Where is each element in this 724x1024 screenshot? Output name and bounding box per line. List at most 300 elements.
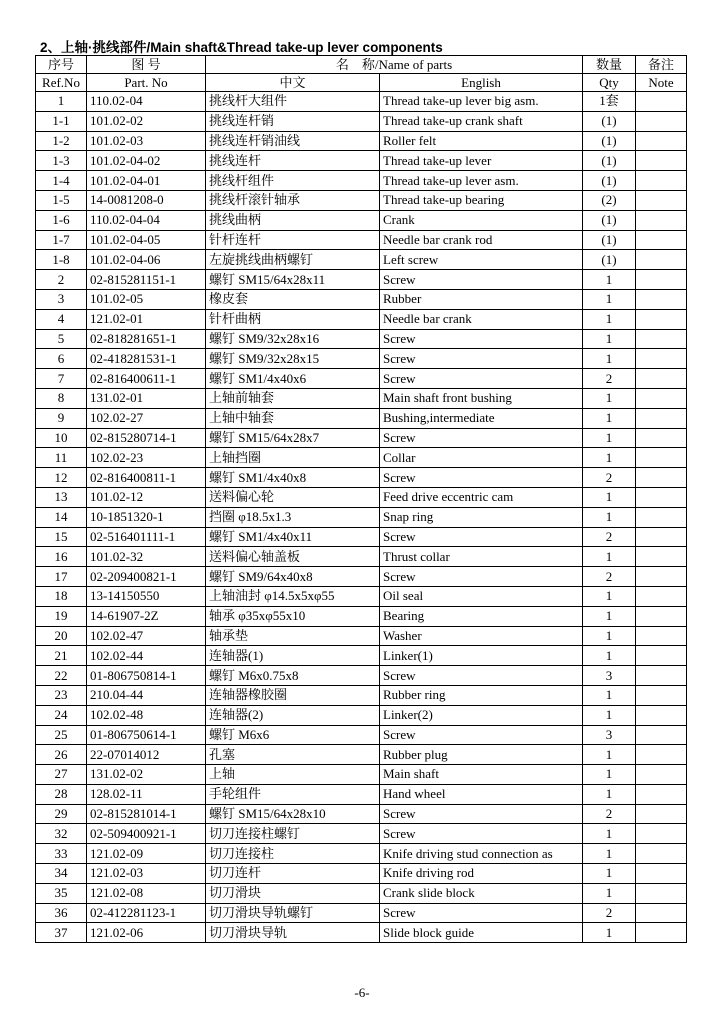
ref-no-cell: 3 [36, 289, 87, 309]
name-cn-cell: 连轴器(1) [206, 646, 380, 666]
name-en-cell: Bearing [380, 606, 583, 626]
name-en-cell: Snap ring [380, 507, 583, 527]
part-no-cell: 10-1851320-1 [87, 507, 206, 527]
name-cn-cell: 切刀滑块导轨螺钉 [206, 903, 380, 923]
qty-cell: 1 [583, 646, 636, 666]
note-cell [636, 309, 687, 329]
part-no-cell: 02-509400921-1 [87, 824, 206, 844]
name-en-cell: Linker(1) [380, 646, 583, 666]
part-no-cell: 101.02-12 [87, 487, 206, 507]
ref-no-cell: 1-1 [36, 111, 87, 131]
name-en-cell: Main shaft front bushing [380, 388, 583, 408]
name-cn-cell: 挡圈 φ18.5x1.3 [206, 507, 380, 527]
name-cn-cell: 螺钉 SM9/32x28x16 [206, 329, 380, 349]
qty-cell: 1 [583, 745, 636, 765]
part-no-cell: 121.02-08 [87, 883, 206, 903]
ref-no-cell: 26 [36, 745, 87, 765]
name-cn-cell: 螺钉 SM15/64x28x7 [206, 428, 380, 448]
name-cn-cell: 螺钉 SM9/64x40x8 [206, 567, 380, 587]
part-no-cell: 121.02-01 [87, 309, 206, 329]
name-en-cell: Screw [380, 527, 583, 547]
part-no-cell: 128.02-11 [87, 784, 206, 804]
part-no-cell: 101.02-03 [87, 131, 206, 151]
ref-no-cell: 29 [36, 804, 87, 824]
note-cell [636, 270, 687, 290]
qty-cell: 1 [583, 844, 636, 864]
name-cn-cell: 上轴 [206, 765, 380, 785]
note-cell [636, 527, 687, 547]
qty-cell: 1 [583, 388, 636, 408]
table-row [36, 804, 687, 824]
ref-no-cell: 5 [36, 329, 87, 349]
qty-cell: 1 [583, 705, 636, 725]
ref-no-cell: 9 [36, 408, 87, 428]
ref-no-cell: 15 [36, 527, 87, 547]
qty-cell: (1) [583, 131, 636, 151]
part-no-cell: 121.02-03 [87, 864, 206, 884]
qty-cell: 2 [583, 468, 636, 488]
ref-no-cell: 25 [36, 725, 87, 745]
qty-cell: 1 [583, 883, 636, 903]
qty-cell: 1 [583, 547, 636, 567]
header-note-en: Note [636, 74, 687, 92]
part-no-cell: 02-412281123-1 [87, 903, 206, 923]
ref-no-cell: 17 [36, 567, 87, 587]
table-row [36, 626, 687, 646]
note-cell [636, 804, 687, 824]
ref-no-cell: 35 [36, 883, 87, 903]
name-en-cell: Linker(2) [380, 705, 583, 725]
table-row [36, 923, 687, 943]
note-cell [636, 210, 687, 230]
part-no-cell: 02-209400821-1 [87, 567, 206, 587]
name-cn-cell: 上轴油封 φ14.5x5xφ55 [206, 586, 380, 606]
ref-no-cell: 21 [36, 646, 87, 666]
ref-no-cell: 10 [36, 428, 87, 448]
name-cn-cell: 挑线杆大组件 [206, 92, 380, 112]
table-row [36, 408, 687, 428]
ref-no-cell: 33 [36, 844, 87, 864]
name-cn-cell: 挑线杆滚针轴承 [206, 190, 380, 210]
table-row [36, 369, 687, 389]
name-en-cell: Thread take-up bearing [380, 190, 583, 210]
note-cell [636, 824, 687, 844]
part-no-cell: 02-815281014-1 [87, 804, 206, 824]
table-row [36, 210, 687, 230]
note-cell [636, 507, 687, 527]
table-row [36, 586, 687, 606]
qty-cell: 1 [583, 270, 636, 290]
name-en-cell: Thread take-up lever [380, 151, 583, 171]
ref-no-cell: 32 [36, 824, 87, 844]
table-row [36, 507, 687, 527]
qty-cell: (1) [583, 210, 636, 230]
ref-no-cell: 14 [36, 507, 87, 527]
name-en-cell: Screw [380, 824, 583, 844]
table-row [36, 289, 687, 309]
table-row [36, 448, 687, 468]
name-cn-cell: 送料偏心轴盖板 [206, 547, 380, 567]
note-cell [636, 844, 687, 864]
part-no-cell: 102.02-44 [87, 646, 206, 666]
note-cell [636, 567, 687, 587]
qty-cell: 1 [583, 606, 636, 626]
note-cell [636, 428, 687, 448]
note-cell [636, 151, 687, 171]
table-row [36, 309, 687, 329]
header-ref-cn: 序号 [36, 56, 87, 74]
name-cn-cell: 挑线连杆销 [206, 111, 380, 131]
table-row [36, 270, 687, 290]
ref-no-cell: 22 [36, 666, 87, 686]
part-no-cell: 101.02-05 [87, 289, 206, 309]
qty-cell: 1 [583, 765, 636, 785]
name-cn-cell: 螺钉 SM1/4x40x6 [206, 369, 380, 389]
table-row [36, 151, 687, 171]
table-row [36, 685, 687, 705]
qty-cell: 2 [583, 527, 636, 547]
name-en-cell: Screw [380, 270, 583, 290]
name-en-cell: Slide block guide [380, 923, 583, 943]
note-cell [636, 606, 687, 626]
note-cell [636, 190, 687, 210]
name-en-cell: Bushing,intermediate [380, 408, 583, 428]
name-cn-cell: 轴承 φ35xφ55x10 [206, 606, 380, 626]
name-cn-cell: 挑线杆组件 [206, 171, 380, 191]
table-row [36, 131, 687, 151]
part-no-cell: 02-816400811-1 [87, 468, 206, 488]
note-cell [636, 329, 687, 349]
ref-no-cell: 20 [36, 626, 87, 646]
qty-cell: 2 [583, 369, 636, 389]
table-row [36, 250, 687, 270]
note-cell [636, 547, 687, 567]
name-en-cell: Rubber [380, 289, 583, 309]
table-row [36, 92, 687, 112]
name-en-cell: Screw [380, 369, 583, 389]
name-cn-cell: 螺钉 SM1/4x40x11 [206, 527, 380, 547]
qty-cell: (1) [583, 151, 636, 171]
ref-no-cell: 1-5 [36, 190, 87, 210]
header-part-cn: 图 号 [87, 56, 206, 74]
name-en-cell: Hand wheel [380, 784, 583, 804]
name-cn-cell: 针杆曲柄 [206, 309, 380, 329]
part-no-cell: 101.02-04-06 [87, 250, 206, 270]
ref-no-cell: 1-8 [36, 250, 87, 270]
part-no-cell: 01-806750614-1 [87, 725, 206, 745]
table-row [36, 547, 687, 567]
qty-cell: 2 [583, 903, 636, 923]
name-cn-cell: 螺钉 M6x0.75x8 [206, 666, 380, 686]
note-cell [636, 745, 687, 765]
name-cn-cell: 橡皮套 [206, 289, 380, 309]
note-cell [636, 111, 687, 131]
name-en-cell: Knife driving rod [380, 864, 583, 884]
name-cn-cell: 轴承垫 [206, 626, 380, 646]
part-no-cell: 121.02-09 [87, 844, 206, 864]
name-cn-cell: 连轴器橡胶圈 [206, 685, 380, 705]
name-en-cell: Screw [380, 666, 583, 686]
ref-no-cell: 12 [36, 468, 87, 488]
part-no-cell: 102.02-27 [87, 408, 206, 428]
note-cell [636, 725, 687, 745]
qty-cell: 1 [583, 784, 636, 804]
note-cell [636, 903, 687, 923]
table-row [36, 349, 687, 369]
name-cn-cell: 连轴器(2) [206, 705, 380, 725]
note-cell [636, 171, 687, 191]
name-en-cell: Screw [380, 349, 583, 369]
ref-no-cell: 27 [36, 765, 87, 785]
name-cn-cell: 螺钉 SM9/32x28x15 [206, 349, 380, 369]
name-en-cell: Thread take-up lever big asm. [380, 92, 583, 112]
qty-cell: 1 [583, 309, 636, 329]
name-cn-cell: 螺钉 SM15/64x28x10 [206, 804, 380, 824]
ref-no-cell: 18 [36, 586, 87, 606]
ref-no-cell: 4 [36, 309, 87, 329]
table-row [36, 388, 687, 408]
ref-no-cell: 1-2 [36, 131, 87, 151]
ref-no-cell: 6 [36, 349, 87, 369]
part-no-cell: 02-818281651-1 [87, 329, 206, 349]
qty-cell: 1套 [583, 92, 636, 112]
table-row [36, 468, 687, 488]
qty-cell: 1 [583, 923, 636, 943]
ref-no-cell: 11 [36, 448, 87, 468]
part-no-cell: 102.02-47 [87, 626, 206, 646]
note-cell [636, 468, 687, 488]
note-cell [636, 666, 687, 686]
name-en-cell: Collar [380, 448, 583, 468]
name-cn-cell: 左旋挑线曲柄螺钉 [206, 250, 380, 270]
part-no-cell: 13-14150550 [87, 586, 206, 606]
note-cell [636, 864, 687, 884]
part-no-cell: 02-815280714-1 [87, 428, 206, 448]
table-row [36, 567, 687, 587]
part-no-cell: 101.02-04-02 [87, 151, 206, 171]
ref-no-cell: 8 [36, 388, 87, 408]
qty-cell: (1) [583, 111, 636, 131]
name-en-cell: Screw [380, 428, 583, 448]
qty-cell: (1) [583, 230, 636, 250]
ref-no-cell: 1-4 [36, 171, 87, 191]
name-en-cell: Screw [380, 725, 583, 745]
qty-cell: 1 [583, 824, 636, 844]
name-cn-cell: 螺钉 M6x6 [206, 725, 380, 745]
note-cell [636, 92, 687, 112]
qty-cell: 1 [583, 289, 636, 309]
parts-table [35, 55, 687, 943]
part-no-cell: 102.02-48 [87, 705, 206, 725]
qty-cell: 2 [583, 804, 636, 824]
name-cn-cell: 挑线曲柄 [206, 210, 380, 230]
ref-no-cell: 7 [36, 369, 87, 389]
header-note-cn: 备注 [636, 56, 687, 74]
qty-cell: 2 [583, 567, 636, 587]
page-title: 2、上轴·挑线部件/Main shaft&Thread take-up lever components [40, 40, 443, 55]
name-cn-cell: 切刀滑块 [206, 883, 380, 903]
qty-cell: 1 [583, 507, 636, 527]
table-row [36, 111, 687, 131]
table-row [36, 765, 687, 785]
part-no-cell: 131.02-02 [87, 765, 206, 785]
table-row [36, 527, 687, 547]
ref-no-cell: 19 [36, 606, 87, 626]
table-row [36, 666, 687, 686]
ref-no-cell: 36 [36, 903, 87, 923]
table-row [36, 844, 687, 864]
part-no-cell: 101.02-02 [87, 111, 206, 131]
name-en-cell: Needle bar crank [380, 309, 583, 329]
part-no-cell: 02-815281151-1 [87, 270, 206, 290]
part-no-cell: 14-61907-2Z [87, 606, 206, 626]
name-cn-cell: 螺钉 SM1/4x40x8 [206, 468, 380, 488]
ref-no-cell: 2 [36, 270, 87, 290]
name-en-cell: Left screw [380, 250, 583, 270]
table-row [36, 883, 687, 903]
name-cn-cell: 挑线连杆 [206, 151, 380, 171]
table-row [36, 784, 687, 804]
ref-no-cell: 1-3 [36, 151, 87, 171]
name-en-cell: Main shaft [380, 765, 583, 785]
name-cn-cell: 上轴挡圈 [206, 448, 380, 468]
header-part-en: Part. No [87, 74, 206, 92]
qty-cell: (1) [583, 171, 636, 191]
note-cell [636, 487, 687, 507]
part-no-cell: 110.02-04 [87, 92, 206, 112]
qty-cell: 1 [583, 329, 636, 349]
table-row [36, 606, 687, 626]
name-en-cell: Thread take-up lever asm. [380, 171, 583, 191]
table-row [36, 646, 687, 666]
header-qty-en: Qty [583, 74, 636, 92]
name-cn-cell: 切刀连杆 [206, 864, 380, 884]
name-en-cell: Screw [380, 468, 583, 488]
note-cell [636, 586, 687, 606]
part-no-cell: 101.02-04-05 [87, 230, 206, 250]
note-cell [636, 705, 687, 725]
name-en-cell: Roller felt [380, 131, 583, 151]
name-en-cell: Screw [380, 329, 583, 349]
table-row [36, 171, 687, 191]
part-no-cell: 121.02-06 [87, 923, 206, 943]
note-cell [636, 250, 687, 270]
header-name-en: English [380, 74, 583, 92]
name-cn-cell: 孔塞 [206, 745, 380, 765]
name-cn-cell: 手轮组件 [206, 784, 380, 804]
part-no-cell: 102.02-23 [87, 448, 206, 468]
name-en-cell: Feed drive eccentric cam [380, 487, 583, 507]
note-cell [636, 289, 687, 309]
part-no-cell: 01-806750814-1 [87, 666, 206, 686]
name-cn-cell: 上轴中轴套 [206, 408, 380, 428]
table-row [36, 190, 687, 210]
name-en-cell: Washer [380, 626, 583, 646]
table-row [36, 864, 687, 884]
note-cell [636, 448, 687, 468]
ref-no-cell: 34 [36, 864, 87, 884]
name-cn-cell: 上轴前轴套 [206, 388, 380, 408]
name-en-cell: Knife driving stud connection as [380, 844, 583, 864]
note-cell [636, 923, 687, 943]
qty-cell: 1 [583, 448, 636, 468]
name-en-cell: Screw [380, 804, 583, 824]
table-row [36, 725, 687, 745]
name-cn-cell: 螺钉 SM15/64x28x11 [206, 270, 380, 290]
note-cell [636, 685, 687, 705]
name-cn-cell: 针杆连杆 [206, 230, 380, 250]
qty-cell: 1 [583, 428, 636, 448]
part-no-cell: 22-07014012 [87, 745, 206, 765]
note-cell [636, 388, 687, 408]
note-cell [636, 408, 687, 428]
note-cell [636, 646, 687, 666]
qty-cell: 1 [583, 487, 636, 507]
note-cell [636, 369, 687, 389]
note-cell [636, 765, 687, 785]
qty-cell: 1 [583, 408, 636, 428]
qty-cell: 1 [583, 626, 636, 646]
table-row [36, 487, 687, 507]
name-en-cell: Thread take-up crank shaft [380, 111, 583, 131]
ref-no-cell: 1-6 [36, 210, 87, 230]
qty-cell: 1 [583, 685, 636, 705]
page-number: -6- [354, 985, 370, 1000]
ref-no-cell: 28 [36, 784, 87, 804]
name-cn-cell: 切刀滑块导轨 [206, 923, 380, 943]
table-row [36, 705, 687, 725]
name-cn-cell: 切刀连接柱 [206, 844, 380, 864]
header-name-cn: 中文 [206, 74, 380, 92]
header-ref-en: Ref.No [36, 74, 87, 92]
note-cell [636, 784, 687, 804]
qty-cell: 3 [583, 666, 636, 686]
name-en-cell: Crank [380, 210, 583, 230]
qty-cell: 1 [583, 349, 636, 369]
ref-no-cell: 1-7 [36, 230, 87, 250]
part-no-cell: 02-516401111-1 [87, 527, 206, 547]
part-no-cell: 110.02-04-04 [87, 210, 206, 230]
name-en-cell: Rubber ring [380, 685, 583, 705]
part-no-cell: 131.02-01 [87, 388, 206, 408]
table-row [36, 428, 687, 448]
name-en-cell: Screw [380, 903, 583, 923]
ref-no-cell: 13 [36, 487, 87, 507]
table-row [36, 230, 687, 250]
part-no-cell: 02-418281531-1 [87, 349, 206, 369]
ref-no-cell: 1 [36, 92, 87, 112]
note-cell [636, 230, 687, 250]
name-en-cell: Needle bar crank rod [380, 230, 583, 250]
name-cn-cell: 送料偏心轮 [206, 487, 380, 507]
note-cell [636, 131, 687, 151]
note-cell [636, 626, 687, 646]
ref-no-cell: 23 [36, 685, 87, 705]
parts-table-body [36, 92, 687, 943]
ref-no-cell: 24 [36, 705, 87, 725]
part-no-cell: 02-816400611-1 [87, 369, 206, 389]
table-row [36, 329, 687, 349]
part-no-cell: 101.02-32 [87, 547, 206, 567]
part-no-cell: 14-0081208-0 [87, 190, 206, 210]
qty-cell: (2) [583, 190, 636, 210]
header-qty-cn: 数量 [583, 56, 636, 74]
name-cn-cell: 挑线连杆销油线 [206, 131, 380, 151]
qty-cell: (1) [583, 250, 636, 270]
ref-no-cell: 16 [36, 547, 87, 567]
name-en-cell: Thrust collar [380, 547, 583, 567]
table-row [36, 824, 687, 844]
